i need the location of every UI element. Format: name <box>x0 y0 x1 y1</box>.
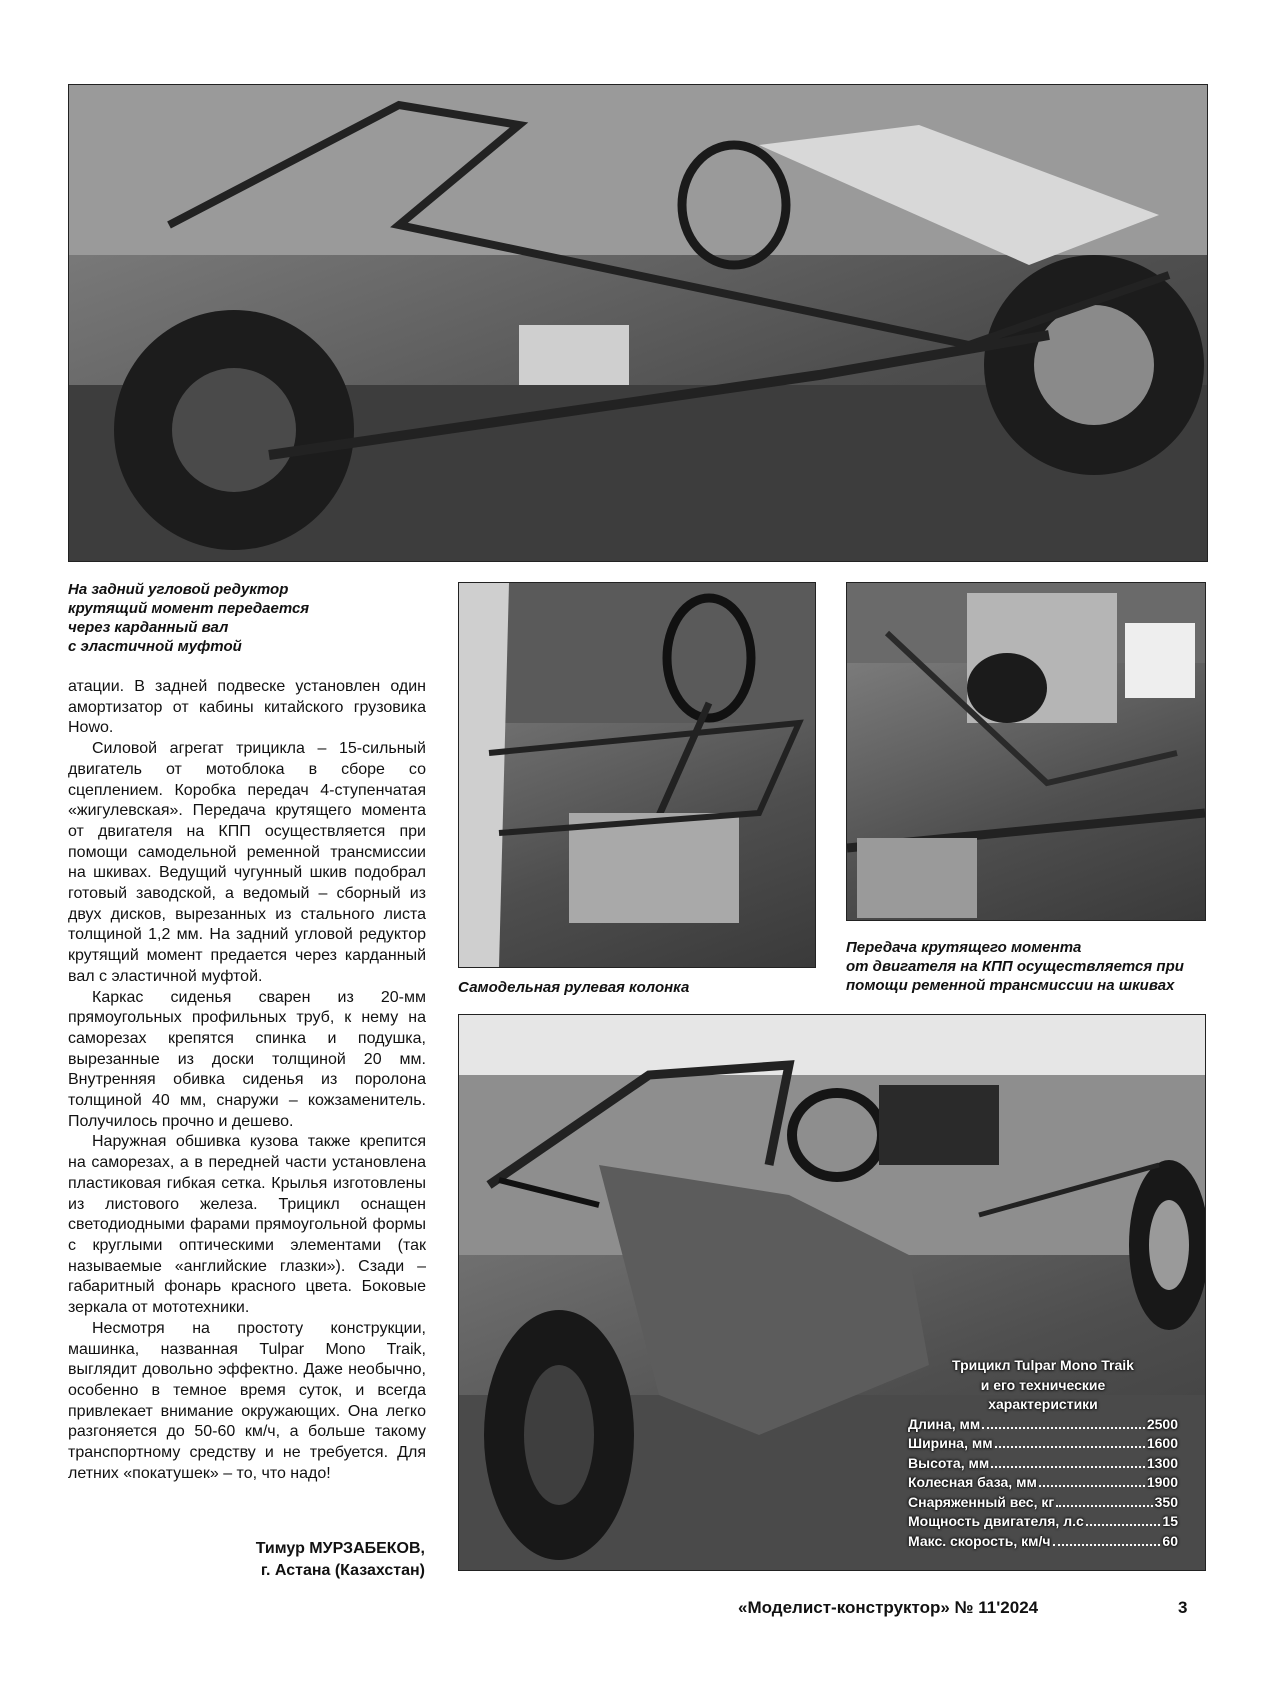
article-author <box>256 1538 425 1582</box>
spec-label: Колесная база, мм <box>908 1474 1037 1490</box>
caption-line: крутящий момент передается <box>68 600 310 617</box>
caption-line: помощи ременной трансмиссии на шкивах <box>846 977 1175 994</box>
caption-line: Передача крутящего момента <box>846 939 1082 956</box>
spec-label: Макс. скорость, км/ч <box>908 1532 1051 1549</box>
caption-rear-gearbox <box>68 580 309 656</box>
spec-value: 15 <box>1162 1513 1178 1529</box>
article-paragraph: Силовой агрегат трицикла – 15-сильный двигатель от мотоблока в сборе со сцеплением. Коробка передач 4-ступенчатая «жигулевская». Передача крутящего момента от двигателя на КПП осуществляется при помощи самодельной ременной трансмиссии на шкивах. Ведущий чугунный шкив подобрал готовый заводской, а ведомый – сборный из двух дисков, вырезанных из стального листа толщиной 1,2 мм. На задний угловой редуктор крутящий момент предается через карданный вал с эластичной муфтой. <box>68 740 426 985</box>
caption-steering-column <box>458 978 689 997</box>
article-paragraph: Несмотря на простоту конструкции, машинка, названная Tulpar Mono Traik, выглядит довольно эффектно. Даже необычно, особенно в темное время суток, и всегда привлекает внимание окружающих. Она легко разгоняется до 50-60 км/ч, а больше такому транспортному средству и не требуется. Для летних «покатушек» – то, что надо! <box>68 1319 426 1482</box>
spec-row-power <box>908 1512 1178 1532</box>
caption-line: от двигателя на КПП осуществляется при <box>846 958 1184 975</box>
caption-line: Самодельная рулевая колонка <box>458 979 690 996</box>
spec-value: 350 <box>1154 1493 1178 1510</box>
page-number: 3 <box>1178 1598 1188 1617</box>
spec-row-wheelbase <box>908 1473 1178 1493</box>
spec-value: 1600 <box>1146 1435 1178 1451</box>
specs-table <box>908 1356 1178 1551</box>
spec-label: Мощность двигателя, л.с <box>908 1513 1084 1529</box>
spec-row-weight <box>908 1493 1178 1513</box>
caption-belt-transmission <box>846 938 1184 995</box>
specs-title-line: характеристики <box>988 1396 1098 1412</box>
specs-title-line: Трицикл Tulpar Mono Traik <box>952 1357 1134 1373</box>
article-body <box>68 677 426 1484</box>
article-paragraph: Каркас сиденья сварен из 20-мм прямоугольных профильных труб, к нему на саморезах крепятся спинка и подушка, вырезанные из доски толщиной 20 мм. Внутренняя обивка сиденья из поролона толщиной 40 мм, снаружи – кожзаменитель. Получилось прочно и дешево. <box>68 988 426 1130</box>
spec-value: 1900 <box>1146 1474 1178 1490</box>
caption-line: через карданный вал <box>68 619 229 636</box>
spec-value: 60 <box>1162 1532 1178 1549</box>
spec-value: 1300 <box>1146 1454 1178 1471</box>
spec-row-width <box>908 1434 1178 1454</box>
spec-value: 2500 <box>1146 1415 1178 1432</box>
caption-line: с эластичной муфтой <box>68 638 242 655</box>
author-name: Тимур МУРЗАБЕКОВ, <box>255 1540 425 1557</box>
spec-label: Высота, мм <box>908 1454 990 1471</box>
spec-row-length <box>908 1415 1178 1435</box>
magazine-issue: «Моделист-конструктор» № 11'2024 <box>738 1598 1039 1617</box>
spec-row-height <box>908 1454 1178 1474</box>
spec-label: Ширина, мм <box>908 1435 993 1451</box>
spec-label: Длина, мм <box>908 1415 981 1432</box>
photo-steering-column <box>458 582 816 968</box>
author-location: г. Астана (Казахстан) <box>260 1562 425 1579</box>
specs-title-line: и его технические <box>980 1376 1106 1393</box>
photo-trike-frame <box>68 84 1208 562</box>
article-paragraph: Наружная обшивка кузова также крепится на саморезах, а в передней части установлена пластиковая гибкая сетка. Крылья изготовлены из листового железа. Трицикл оснащен светодиодными фарами прямоугольной формы с круглыми оптическими элементами (так называемые «английские глазки»). Сзади – габаритный фонарь красного цвета. Боковые зеркала от мототехники. <box>68 1133 426 1317</box>
spec-row-max-speed <box>908 1532 1178 1552</box>
caption-line: На задний угловой редуктор <box>68 581 289 598</box>
spec-label: Снаряженный вес, кг <box>908 1493 1055 1510</box>
article-paragraph: атации. В задней подвеске установлен один амортизатор от кабины китайского грузовика Howo. <box>68 678 426 737</box>
photo-belt-transmission <box>846 582 1206 921</box>
